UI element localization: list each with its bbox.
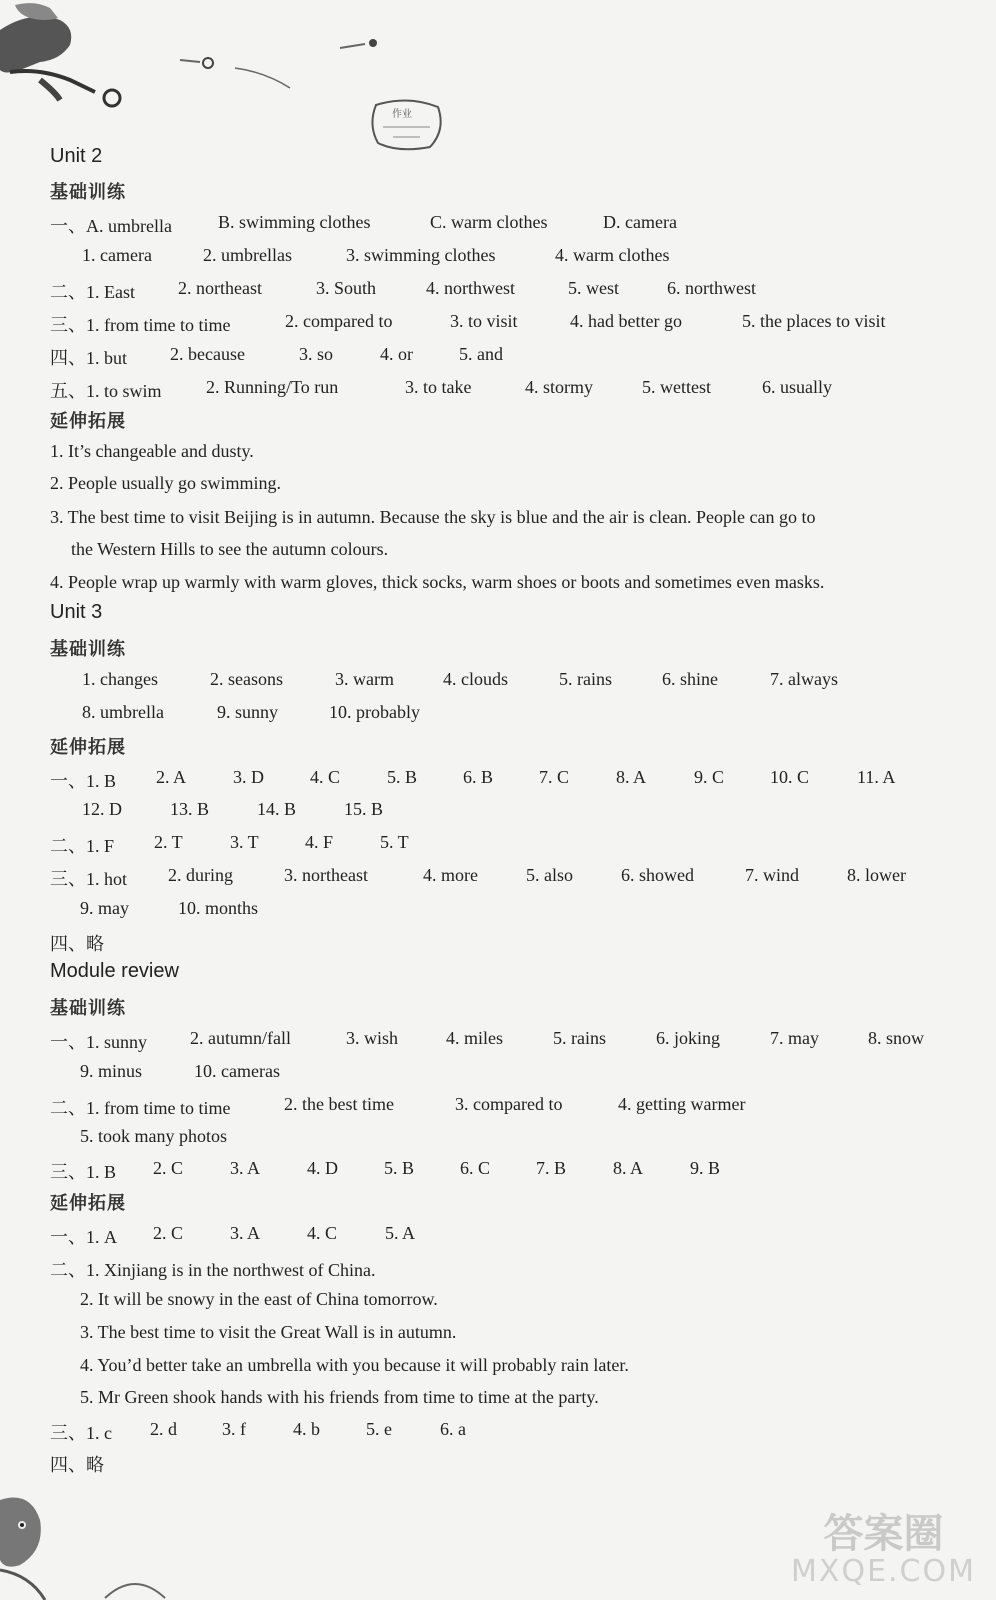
answer-item: 4. D xyxy=(307,1158,338,1178)
answer-item: 3. f xyxy=(222,1419,246,1439)
answer-item: 2. during xyxy=(168,865,233,885)
answer-item: 一、1. sunny xyxy=(50,1032,148,1052)
stamp-icon xyxy=(368,95,448,155)
answer-item: 3. so xyxy=(299,344,334,364)
hockey-player-illustration xyxy=(0,0,140,120)
answer-item: 12. D xyxy=(82,799,122,819)
answer-item: 5. west xyxy=(568,278,619,298)
answer-item: 2. seasons xyxy=(210,669,283,689)
answer-item: 5. wettest xyxy=(642,377,711,397)
answer-item: 5. rains xyxy=(553,1028,606,1048)
review-ext-sentence4: 4. You’d better take an umbrella with you because it will probably rain later. xyxy=(80,1355,629,1375)
answer-item: 10. months xyxy=(178,898,259,918)
answer-item: 4. F xyxy=(305,832,334,852)
unit2-ext-answer3-cont: the Western Hills to see the autumn colours. xyxy=(71,539,389,559)
answer-item: 9. B xyxy=(690,1158,721,1178)
answer-item: 4. more xyxy=(423,865,478,885)
answer-item: 5. and xyxy=(459,344,503,364)
answer-item: 7. B xyxy=(536,1158,567,1178)
answer-item: C. warm clothes xyxy=(430,212,548,232)
answer-item: 11. A xyxy=(857,767,896,787)
unit2-ext-answer4: 4. People wrap up warmly with warm gloves, thick socks, warm shoes or boots and sometimes even masks. xyxy=(50,572,825,592)
watermark-text: 答案圈 xyxy=(823,1511,944,1557)
answer-item: 9. may xyxy=(80,898,129,918)
answer-item: 15. B xyxy=(344,799,384,819)
review-title: Module review xyxy=(50,960,179,982)
answer-item: 2. umbrellas xyxy=(203,245,292,265)
answer-item: 2. the best time xyxy=(284,1094,394,1114)
answer-item: 三、1. from time to time xyxy=(50,315,231,335)
answer-item: 2. because xyxy=(170,344,245,364)
answer-item: 5. T xyxy=(380,832,409,852)
unit3-ext-label: 延伸拓展 xyxy=(50,737,126,758)
answer-item: 7. C xyxy=(539,767,570,787)
answer-item: 2. compared to xyxy=(285,311,393,331)
answer-item: 3. warm xyxy=(335,669,394,689)
answer-item: 9. sunny xyxy=(217,702,279,722)
review-ext-label: 延伸拓展 xyxy=(50,1193,126,1214)
review-ext-row4: 四、略 xyxy=(50,1455,104,1475)
watermark-url: MXQE.COM xyxy=(791,1554,976,1589)
answer-item: 一、A. umbrella xyxy=(50,216,172,236)
answer-item: 5. e xyxy=(366,1419,392,1439)
answer-item: 6. joking xyxy=(656,1028,721,1048)
answer-item: 4. warm clothes xyxy=(555,245,670,265)
answer-item: 1. camera xyxy=(82,245,152,265)
answer-item: 4. miles xyxy=(446,1028,503,1048)
answer-item: 8. A xyxy=(616,767,647,787)
answer-item: 10. C xyxy=(770,767,810,787)
answer-item: 3. A xyxy=(230,1158,261,1178)
answer-item: 3. wish xyxy=(346,1028,399,1048)
answer-item: 2. C xyxy=(153,1158,184,1178)
answer-item: 四、1. but xyxy=(50,348,128,368)
answer-item: 7. wind xyxy=(745,865,799,885)
answer-item: 10. cameras xyxy=(194,1061,280,1081)
answer-item: 8. umbrella xyxy=(82,702,164,722)
answer-item: 2. T xyxy=(154,832,183,852)
answer-item: 4. clouds xyxy=(443,669,508,689)
review-ext-sentence5: 5. Mr Green shook hands with his friends from time to time at the party. xyxy=(80,1387,599,1407)
unit2-ext-answer2: 2. People usually go swimming. xyxy=(50,473,281,493)
answer-item: 3. D xyxy=(233,767,264,787)
answer-item: 5. took many photos xyxy=(80,1126,227,1146)
answer-item: 4. getting warmer xyxy=(618,1094,746,1114)
answer-item: 5. B xyxy=(384,1158,415,1178)
answer-item: 三、1. hot xyxy=(50,869,128,889)
answer-item: D. camera xyxy=(603,212,677,232)
answer-item: 7. always xyxy=(770,669,838,689)
page-number-ornament xyxy=(100,1570,170,1600)
answer-item: 9. C xyxy=(694,767,725,787)
answer-item: 3. northeast xyxy=(284,865,368,885)
cartoon-face-illustration xyxy=(0,1490,60,1600)
answer-item: 14. B xyxy=(257,799,297,819)
answer-item: 三、1. B xyxy=(50,1162,117,1182)
answer-item: 4. C xyxy=(310,767,341,787)
review-ext-sentence1: 二、1. Xinjiang is in the northwest of China. xyxy=(50,1260,376,1280)
unit2-basic-label: 基础训练 xyxy=(50,182,126,203)
answer-item: 6. a xyxy=(440,1419,466,1439)
answer-item: 3. compared to xyxy=(455,1094,563,1114)
answer-item: 三、1. c xyxy=(50,1423,112,1443)
answer-item: 8. lower xyxy=(847,865,906,885)
unit2-ext-answer1: 1. It’s changeable and dusty. xyxy=(50,441,254,461)
unit3-basic-label: 基础训练 xyxy=(50,639,126,660)
answer-item: 5. also xyxy=(526,865,573,885)
motion-lines-icon xyxy=(180,30,390,100)
answer-item: 4. had better go xyxy=(570,311,682,331)
answer-item: 4. C xyxy=(307,1223,338,1243)
answer-item: 1. changes xyxy=(82,669,158,689)
unit2-ext-label: 延伸拓展 xyxy=(50,411,126,432)
stamp-text: 作业 xyxy=(392,109,412,120)
answer-item: 2. A xyxy=(156,767,187,787)
answer-item: 二、1. from time to time xyxy=(50,1098,231,1118)
answer-item: 6. B xyxy=(463,767,494,787)
answer-item: 一、1. B xyxy=(50,771,117,791)
answer-item: 8. A xyxy=(613,1158,644,1178)
answer-item: 5. rains xyxy=(559,669,612,689)
answer-item: 3. T xyxy=(230,832,259,852)
watermark-logo xyxy=(791,1512,976,1588)
answer-item: 9. minus xyxy=(80,1061,143,1081)
answer-item: 3. to visit xyxy=(450,311,518,331)
answer-item: 10. probably xyxy=(329,702,420,722)
answer-item: 6. usually xyxy=(762,377,832,397)
answer-item: 2. autumn/fall xyxy=(190,1028,291,1048)
answer-item: 8. snow xyxy=(868,1028,925,1048)
answer-item: 一、1. A xyxy=(50,1227,117,1247)
answer-item: 3. South xyxy=(316,278,377,298)
answer-item: 二、1. East xyxy=(50,282,135,302)
unit2-title: Unit 2 xyxy=(50,145,103,167)
answer-item: 5. the places to visit xyxy=(742,311,886,331)
answer-item: 4. or xyxy=(380,344,413,364)
answer-item: 5. B xyxy=(387,767,418,787)
answer-item: 2. C xyxy=(153,1223,184,1243)
answer-item: 6. C xyxy=(460,1158,491,1178)
review-ext-sentence2: 2. It will be snowy in the east of China tomorrow. xyxy=(80,1289,438,1309)
answer-item: 6. shine xyxy=(662,669,718,689)
answer-item: 二、1. F xyxy=(50,836,115,856)
unit3-title: Unit 3 xyxy=(50,601,103,623)
answer-item: 2. d xyxy=(150,1419,177,1439)
review-ext-sentence3: 3. The best time to visit the Great Wall is in autumn. xyxy=(80,1322,457,1342)
unit2-ext-answer3: 3. The best time to visit Beijing is in autumn. Because the sky is blue and the air is clean. People can go to xyxy=(50,507,816,527)
review-basic-label: 基础训练 xyxy=(50,998,126,1019)
answer-item: 4. stormy xyxy=(525,377,594,397)
unit3-ext-row6: 四、略 xyxy=(50,934,104,954)
answer-item: 2. northeast xyxy=(178,278,262,298)
answer-item: 13. B xyxy=(170,799,210,819)
answer-item: 3. swimming clothes xyxy=(346,245,496,265)
answer-item: 3. A xyxy=(230,1223,261,1243)
answer-item: 3. to take xyxy=(405,377,472,397)
answer-item: 五、1. to swim xyxy=(50,381,162,401)
answer-item: 5. A xyxy=(385,1223,416,1243)
answer-item: 4. b xyxy=(293,1419,320,1439)
answer-item: 6. showed xyxy=(621,865,694,885)
answer-item: 7. may xyxy=(770,1028,819,1048)
answer-item: 6. northwest xyxy=(667,278,756,298)
answer-item: 4. northwest xyxy=(426,278,515,298)
answer-item: 2. Running/To run xyxy=(206,377,339,397)
answer-item: B. swimming clothes xyxy=(218,212,371,232)
